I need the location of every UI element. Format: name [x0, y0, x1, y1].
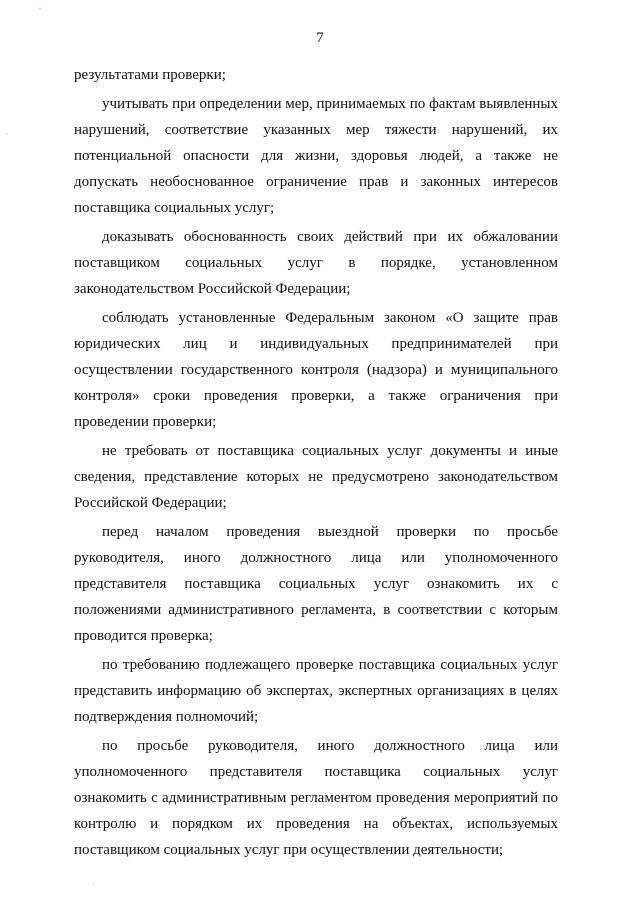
- paragraph: соблюдать установленные Федеральным законом «О защите прав юридических лиц и индивидуальных предпринимателей при осуществлении государственного контроля (надзора) и муниципального контроля» сроки проведения проверки, а также ограничения при проведении проверки;: [74, 310, 558, 430]
- scan-speck: ·: [92, 880, 95, 890]
- paragraph: не требовать от поставщика социальных услуг документы и иные сведения, представление которых не предусмотрено законодательством Российской Федерации;: [74, 443, 558, 511]
- paragraph: доказывать обоснованность своих действий при их обжаловании поставщиком социальных услуг в порядке, установленном законодательством Российской Федерации;: [74, 229, 558, 297]
- paragraph: перед началом проведения выездной проверки по просьбе руководителя, иного должностного лица или уполномоченного представителя поставщика социальных услуг ознакомить их с положениями административного регламента, в соответствии с которым проводится проверка;: [74, 524, 558, 644]
- document-body: [74, 62, 558, 866]
- paragraph: по требованию подлежащего проверке поставщика социальных услуг представить информацию об экспертах, экспертных организациях в целях подтверждения полномочий;: [74, 657, 558, 725]
- paragraph: учитывать при определении мер, принимаемых по фактам выявленных нарушений, соответствие указанных мер тяжести нарушений, их потенциальной опасности для жизни, здоровья людей, а также не допускать необоснованное ограничение прав и законных интересов поставщика социальных услуг;: [74, 96, 558, 216]
- paragraph: результатами проверки;: [74, 67, 226, 83]
- page-number: 7: [316, 30, 324, 46]
- paragraph: по просьбе руководителя, иного должностного лица или уполномоченного представителя поставщика социальных услуг ознакомить с административным регламентом проведения мероприятий по контролю и порядком их проведения на объектах, используемых поставщиком социальных услуг при осуществлении деятельности;: [74, 738, 558, 858]
- scan-speck: ˇ: [38, 8, 43, 18]
- scan-speck: ·: [6, 130, 9, 140]
